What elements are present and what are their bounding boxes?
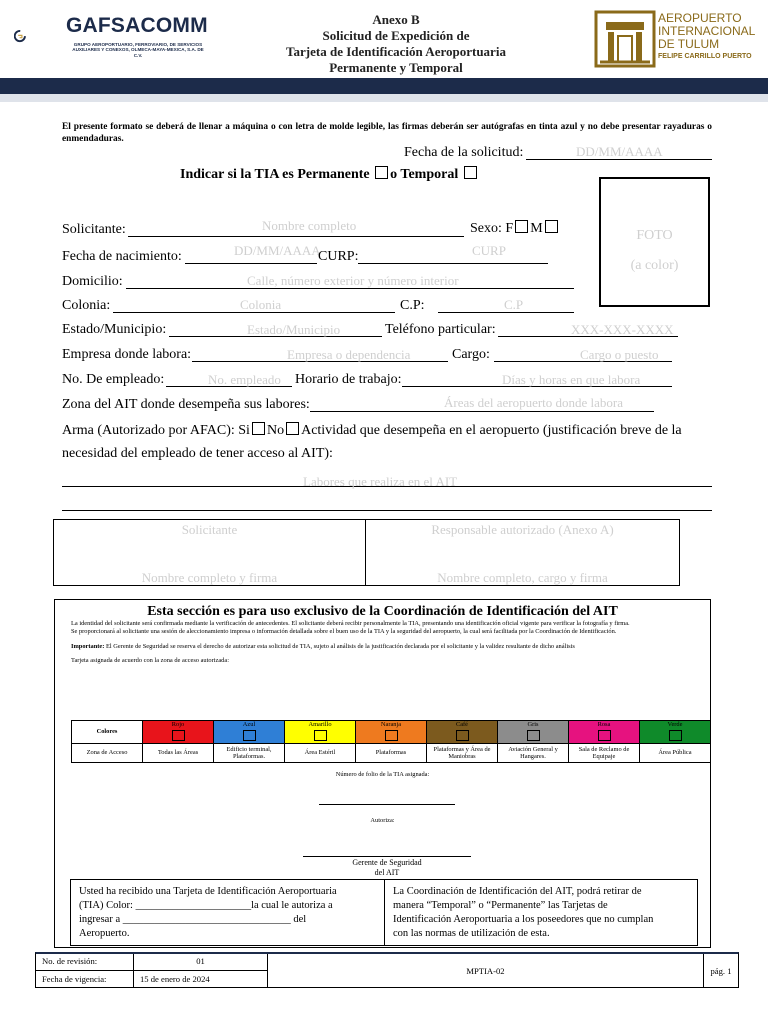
colony-input[interactable]: Colonia <box>240 297 282 312</box>
zone-cell: Sala de Reclamo de Equipaje <box>569 744 640 763</box>
title-line-1: Solicitud de Expedición de <box>322 28 470 43</box>
tia-type-label: Indicar si la TIA es Permanente <box>180 167 370 182</box>
weapon-yes-label: Arma (Autorizado por AFAC): Si <box>62 423 250 438</box>
zone-label: Zona del AIT donde desempeña sus labores: <box>62 397 310 412</box>
applicant-input[interactable]: Nombre completo <box>262 218 357 233</box>
position-label: Cargo: <box>452 347 490 362</box>
applicant-signature-hint: Nombre completo y firma <box>141 570 278 585</box>
state-label: Estado/Municipio: <box>62 322 167 337</box>
color-checkbox[interactable] <box>456 730 469 741</box>
weapon-no-label: No <box>266 423 285 438</box>
airport-subtitle: FELIPE CARRILLO PUERTO <box>658 53 752 60</box>
color-row <box>72 721 711 744</box>
document-code: MPTIA-02 <box>268 954 704 988</box>
phone-input[interactable]: XXX-XXX-XXXX <box>571 322 674 337</box>
airport-name-line-2: INTERNACIONAL <box>658 24 756 38</box>
curp-line <box>358 263 548 264</box>
footer-table <box>35 952 739 988</box>
sex-f-checkbox[interactable] <box>515 220 528 233</box>
company-input[interactable]: Empresa o dependencia <box>287 347 411 362</box>
color-name: Rosa <box>597 721 611 728</box>
activity-line-2 <box>62 510 712 511</box>
address-input[interactable]: Calle, número exterior y número interior <box>247 273 459 288</box>
activity-label-2: necesidad del empleado de tener acceso al AIT): <box>62 446 333 461</box>
color-checkbox[interactable] <box>669 730 682 741</box>
document-title <box>240 12 552 76</box>
withdraw-notice-line-4: con las normas de utilización de esta. <box>393 928 550 939</box>
color-checkbox[interactable] <box>598 730 611 741</box>
color-checkbox[interactable] <box>172 730 185 741</box>
ait-important-text: El Gerente de Seguridad se reserva el derecho de autorizar esta solicitud de TIA, sujeto al análisis de la justificación declarada por el solicitante y la validez resultante de dicho análisis <box>105 642 575 650</box>
address-label: Domicilio: <box>62 274 123 289</box>
header-band-light <box>0 94 768 102</box>
ait-important-label: Importante: <box>71 642 105 650</box>
received-notice-line-4: Aeropuerto. <box>79 928 130 939</box>
zone-cell: Edificio terminal, Plataformas. <box>214 744 285 763</box>
authorized-signature-title: Responsable autorizado (Anexo A) <box>431 522 614 537</box>
color-name: Rojo <box>171 721 185 728</box>
tia-temporal-checkbox[interactable] <box>464 166 477 179</box>
curp-input[interactable]: CURP <box>472 243 506 258</box>
revision-value: 01 <box>134 954 268 971</box>
position-input[interactable]: Cargo o puesto <box>580 347 659 362</box>
color-cell <box>143 721 214 744</box>
applicant-signature-title: Solicitante <box>181 522 238 537</box>
airport-logo-icon <box>594 10 656 68</box>
manager-title <box>303 858 471 877</box>
employee-label: No. De empleado: <box>62 372 165 387</box>
intro-instructions: El presente formato se deberá de llenar a máquina o con letra de molde legible, las firmas deberán ser autógrafas en tinta azul y no debe presentar rayaduras o enmendaduras. <box>62 122 712 144</box>
withdraw-notice-box <box>384 879 698 946</box>
activity-label: Actividad que desempeña en el aeropuerto (justificación breve de la <box>301 423 682 438</box>
color-cell <box>427 721 498 744</box>
sex-row <box>470 220 560 237</box>
sex-f-label: Sexo: F <box>470 221 514 236</box>
manager-signature-line[interactable] <box>303 856 471 857</box>
ait-paragraph-1: La identidad del solicitante será confirmada mediante la verificación de antecedentes. El solicitante deberá recibir personalmente la TIA, presentando una identificación oficial vigente para verificar la fotografía y firma. <box>71 620 630 627</box>
schedule-label: Horario de trabajo: <box>295 372 402 387</box>
curp-label: CURP: <box>318 249 359 264</box>
color-name: Naranja <box>380 721 402 728</box>
sex-m-checkbox[interactable] <box>545 220 558 233</box>
colors-header: Colores <box>72 721 143 744</box>
sex-m-label: M <box>530 221 543 236</box>
tia-permanent-checkbox[interactable] <box>375 166 388 179</box>
color-name: Amarillo <box>308 721 332 728</box>
received-notice-line-1: Usted ha recibido una Tarjeta de Identificación Aeroportuaria <box>79 886 337 897</box>
withdraw-notice-line-1: La Coordinación de Identificación del AIT, podrá retirar de <box>393 886 642 897</box>
revision-label: No. de revisión: <box>36 954 134 971</box>
airport-name <box>658 12 758 51</box>
weapon-no-checkbox[interactable] <box>286 422 299 435</box>
zip-input[interactable]: C.P <box>504 297 524 312</box>
color-checkbox[interactable] <box>527 730 540 741</box>
zone-input[interactable]: Áreas del aeropuerto donde labora <box>444 395 624 410</box>
color-checkbox[interactable] <box>243 730 256 741</box>
ait-paragraph-4: Tarjeta asignada de acuerdo con la zona de acceso autorizada: <box>71 657 229 665</box>
zone-cell: Área Pública <box>640 744 711 763</box>
ait-section-title: Esta sección es para uso exclusivo de la Coordinación de Identificación del AIT <box>147 604 618 619</box>
manager-title-line-2: del AIT <box>374 867 400 877</box>
applicant-label: Solicitante: <box>62 222 126 237</box>
color-name: Azul <box>242 721 256 728</box>
color-name: Verde <box>667 721 683 728</box>
weapon-row <box>62 422 682 439</box>
zone-cell: Plataformas <box>356 744 427 763</box>
ait-paragraph-2: Se proporcionará al solicitante una sesión de aleccionamiento impresa o información detallada sobre el buen uso de la TIA y la seguridad del aeropuerto, la cual será facilitada por la Coordinación de Identificación. <box>71 628 617 636</box>
title-line-2: Tarjeta de Identificación Aeroportuaria <box>286 44 506 59</box>
applicant-line <box>128 236 464 237</box>
employee-input[interactable]: No. empleado <box>208 372 281 387</box>
airport-name-line-3: DE TULUM <box>658 37 720 51</box>
airport-name-line-1: AEROPUERTO <box>658 11 742 25</box>
phone-label: Teléfono particular: <box>385 322 496 337</box>
authorized-signature-cell[interactable] <box>365 520 679 585</box>
signatures-box <box>53 519 680 586</box>
schedule-input[interactable]: Días y horas en que labora <box>502 372 641 387</box>
company-label: Empresa donde labora: <box>62 347 192 362</box>
tia-type-row <box>180 166 479 183</box>
request-date-label: Fecha de la solicitud: <box>404 145 524 160</box>
authorized-signature-hint: Nombre completo, cargo y firma <box>437 570 608 585</box>
authorize-label: Autoriza: <box>370 817 395 824</box>
page-number: pág. 1 <box>710 966 732 976</box>
ait-instructions <box>71 620 703 666</box>
received-notice-line-2: (TIA) Color: ______________________la cual le autoriza a <box>79 900 333 911</box>
birth-date-line <box>185 263 317 264</box>
color-cell <box>356 721 427 744</box>
zone-cell: Todas las Áreas <box>143 744 214 763</box>
zone-row <box>72 744 711 763</box>
folio-label: Número de folio de la TIA asignada: <box>335 771 430 778</box>
color-cell <box>285 721 356 744</box>
annex-label: Anexo B <box>372 12 420 27</box>
photo-color-note: (a color) <box>630 258 679 273</box>
state-input[interactable]: Estado/Municipio <box>247 322 341 337</box>
zone-cell: Área Estéril <box>285 744 356 763</box>
folio-line[interactable] <box>319 804 455 805</box>
color-zone-table <box>71 720 711 763</box>
tia-temporal-label: o Temporal <box>390 167 459 182</box>
gafsacomm-logo-icon <box>14 12 64 62</box>
color-checkbox[interactable] <box>314 730 327 741</box>
validity-label: Fecha de vigencia: <box>36 971 134 988</box>
zone-cell: Aviación General y Hangares. <box>498 744 569 763</box>
validity-value: 15 de enero de 2024 <box>134 971 268 988</box>
org-name: GAFSACOMM <box>66 14 208 37</box>
zone-line <box>310 411 654 412</box>
received-notice-box <box>70 879 385 946</box>
weapon-yes-checkbox[interactable] <box>252 422 265 435</box>
activity-input[interactable]: Labores que realiza en el AIT <box>303 474 458 489</box>
header-band <box>0 78 768 94</box>
withdraw-notice-line-3: Identificación Aeroportuaria a los poseedores que no cumplan <box>393 914 654 925</box>
manager-title-line-1: Gerente de Seguridad <box>352 858 422 867</box>
birth-date-label: Fecha de nacimiento: <box>62 249 182 264</box>
photo-box <box>599 177 710 307</box>
color-checkbox[interactable] <box>385 730 398 741</box>
zone-cell: Plataformas y Área de Maniobras <box>427 744 498 763</box>
color-cell <box>498 721 569 744</box>
photo-label: FOTO <box>636 228 673 243</box>
color-name: Gris <box>527 721 539 728</box>
ait-paragraph-3 <box>71 643 703 651</box>
org-subtitle: GRUPO AEROPORTUARIO, FERROVIARIO, DE SERVICIOS AUXILIARES Y CONEXOS, OLMECA-MAYA-MEXICA, S.A. DE C.V. <box>72 42 204 58</box>
color-cell <box>214 721 285 744</box>
birth-date-input[interactable]: DD/MM/AAAA <box>234 243 321 258</box>
color-cell <box>569 721 640 744</box>
color-name: Café <box>455 721 469 728</box>
zip-label: C.P: <box>400 298 425 313</box>
zone-header: Zona de Acceso <box>72 744 143 763</box>
applicant-signature-cell[interactable] <box>54 520 365 585</box>
color-cell <box>640 721 711 744</box>
colony-label: Colonia: <box>62 298 111 313</box>
request-date-input[interactable]: DD/MM/AAAA <box>576 144 663 159</box>
withdraw-notice-line-2: manera “Temporal” o “Permanente” las Tarjetas de <box>393 900 608 911</box>
title-line-3: Permanente y Temporal <box>329 60 463 75</box>
received-notice-line-3: ingresar a ________________________________ del <box>79 914 307 925</box>
